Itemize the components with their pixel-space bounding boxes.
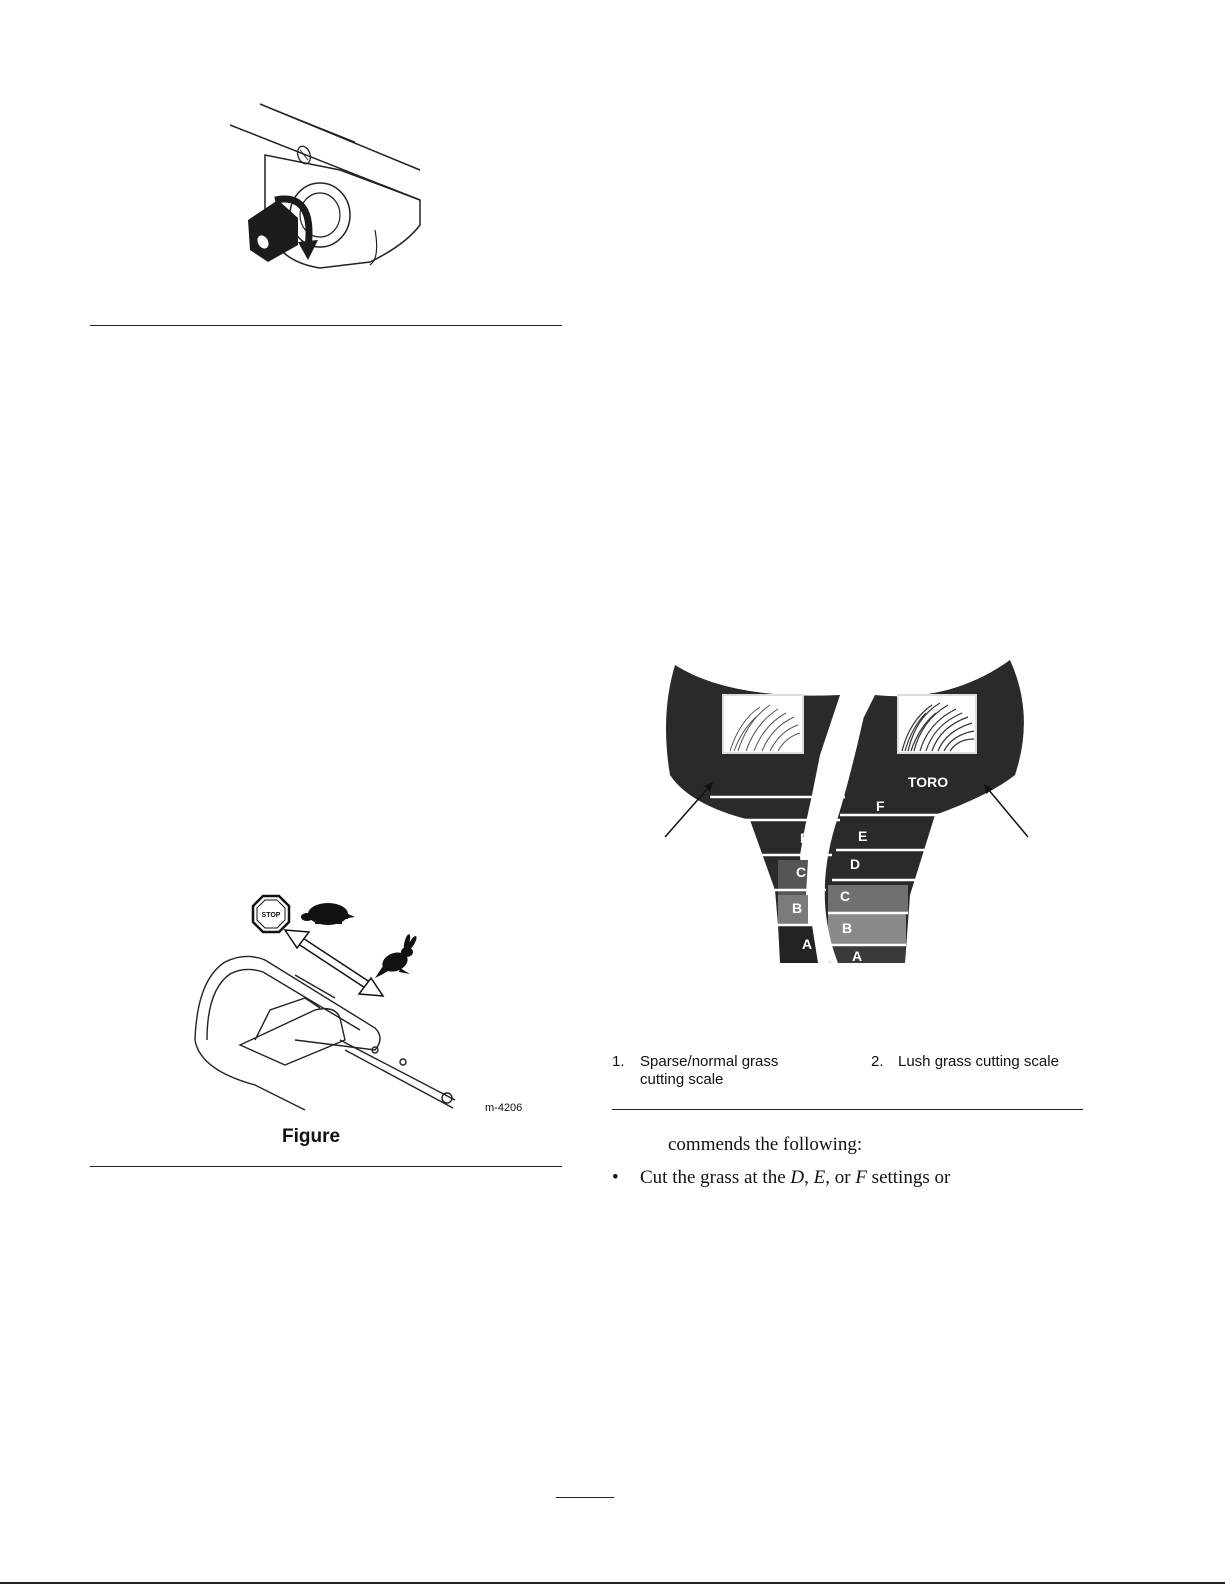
handle-drawing <box>195 956 455 1110</box>
speed-arrow <box>285 930 383 996</box>
bullet-text: Cut the grass at the D, E, or F settings or <box>640 1167 951 1188</box>
callout-text-2: Lush grass cutting scale <box>898 1053 1059 1070</box>
separator-rule <box>90 325 562 326</box>
throttle-illustration <box>185 890 475 1115</box>
stop-sign-label: STOP <box>261 912 281 919</box>
recommendation-intro: commends the following: <box>668 1134 863 1155</box>
brand-logo: TORO <box>907 774 949 790</box>
page-bottom-border <box>0 1582 1225 1584</box>
callout-number-2: 2. <box>871 1053 884 1070</box>
left-scale-letter-e: E <box>812 800 822 816</box>
callout-arrows <box>660 770 1040 840</box>
rabbit-icon <box>375 934 418 978</box>
lush-grass-icon <box>898 695 976 753</box>
left-scale-letter-c: C <box>796 864 807 880</box>
callout-text-1-line2: cutting scale <box>640 1071 724 1088</box>
callout-text-1 <box>640 1053 778 1089</box>
left-scale-letter-d: D <box>800 830 811 846</box>
right-scale-letter-e: E <box>858 828 868 844</box>
bullet-symbol: • <box>612 1167 619 1188</box>
separator-rule <box>612 1109 1083 1110</box>
separator-rule <box>90 1166 562 1167</box>
page-number-rule <box>556 1497 614 1498</box>
callout-text-1-line1: Sparse/normal grass <box>640 1053 779 1070</box>
right-scale-letter-d: D <box>850 856 861 872</box>
right-scale-letter-b: B <box>842 920 853 936</box>
key-switch-illustration <box>220 100 430 275</box>
figure-code: m-4206 <box>485 1102 523 1114</box>
left-scale-letter-b: B <box>792 900 803 916</box>
turtle-icon <box>301 903 355 925</box>
right-scale-letter-f: F <box>876 798 885 814</box>
stop-sign-icon <box>253 896 289 932</box>
sparse-grass-icon <box>723 695 803 753</box>
left-scale-letter-f: F <box>820 770 829 786</box>
right-scale-letter-a: A <box>852 948 863 964</box>
right-scale-letter-c: C <box>840 888 851 904</box>
callout-number-1: 1. <box>612 1053 625 1070</box>
left-scale-letter-a: A <box>802 936 813 952</box>
figure-caption: Figure <box>282 1126 341 1147</box>
